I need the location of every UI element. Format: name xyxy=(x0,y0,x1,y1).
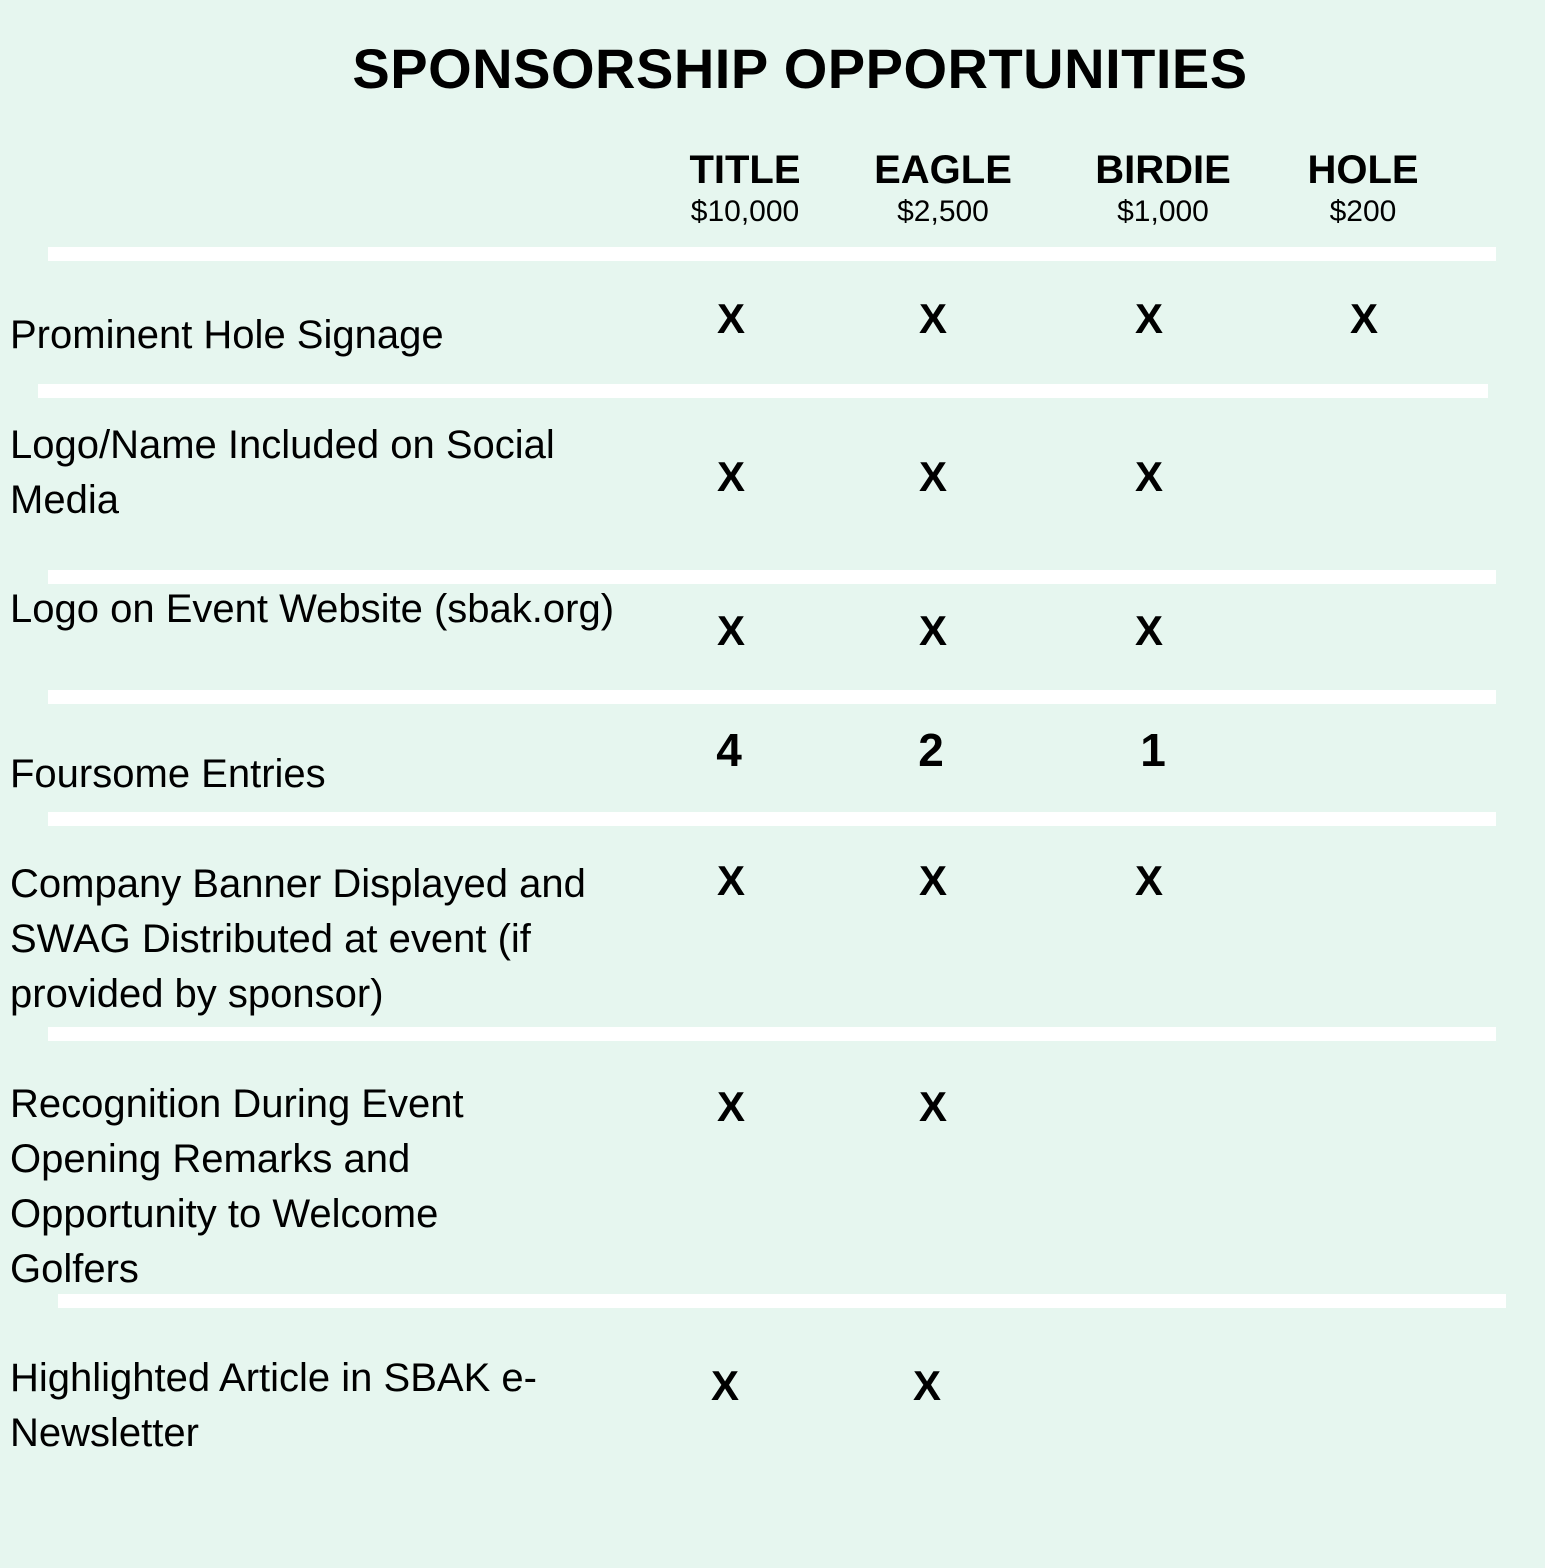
row-divider xyxy=(48,1027,1496,1041)
mark-birdie: X xyxy=(1134,295,1163,342)
mark-eagle: X xyxy=(918,295,947,342)
tier-header-birdie xyxy=(1053,146,1273,230)
benefit-label-foursome-entries: Foursome Entries xyxy=(10,752,326,796)
mark-birdie: 1 xyxy=(1140,724,1166,776)
mark-title: X xyxy=(716,453,745,500)
tier-price: $10,000 xyxy=(690,195,800,228)
mark-birdie: X xyxy=(1134,607,1163,654)
tier-name: EAGLE xyxy=(874,148,1012,192)
mark-title: X xyxy=(716,607,745,654)
mark-eagle: X xyxy=(912,1362,941,1409)
row-divider xyxy=(48,812,1496,826)
mark-title: X xyxy=(716,1083,745,1130)
tier-header-eagle xyxy=(833,146,1053,230)
benefit-label-recognition: Recognition During Event Opening Remarks and Opportunity to Welcome Golfers xyxy=(10,1082,464,1291)
mark-eagle: X xyxy=(918,453,947,500)
tier-name: HOLE xyxy=(1307,148,1419,192)
mark-birdie: X xyxy=(1134,857,1163,904)
mark-eagle: X xyxy=(918,607,947,654)
tier-price: $1,000 xyxy=(1117,195,1209,228)
row-divider xyxy=(38,384,1488,398)
tier-price: $200 xyxy=(1329,195,1397,228)
benefit-label-newsletter: Highlighted Article in SBAK e-Newsletter xyxy=(10,1356,537,1455)
tier-name: TITLE xyxy=(689,148,801,192)
mark-birdie: X xyxy=(1134,453,1163,500)
mark-hole: X xyxy=(1349,295,1378,342)
mark-title: X xyxy=(716,857,745,904)
benefit-label-social-media: Logo/Name Included on Social Media xyxy=(10,423,555,522)
mark-eagle: X xyxy=(918,857,947,904)
mark-title: X xyxy=(710,1362,739,1409)
benefit-label-company-banner: Company Banner Displayed and SWAG Distributed at event (if provided by sponsor) xyxy=(10,862,586,1016)
tier-price: $2,500 xyxy=(897,195,989,228)
mark-title: 4 xyxy=(716,724,742,776)
tier-name: BIRDIE xyxy=(1095,148,1231,192)
page-title: SPONSORSHIP OPPORTUNITIES xyxy=(352,37,1248,100)
benefit-label-event-website: Logo on Event Website (sbak.org) xyxy=(10,587,615,631)
row-divider xyxy=(48,690,1496,704)
mark-eagle: 2 xyxy=(918,724,944,776)
mark-eagle: X xyxy=(918,1083,947,1130)
tier-header-hole xyxy=(1253,146,1473,230)
tier-header-title xyxy=(635,146,855,230)
benefit-label-hole-signage: Prominent Hole Signage xyxy=(10,313,444,357)
row-divider xyxy=(48,247,1496,261)
mark-title: X xyxy=(716,295,745,342)
